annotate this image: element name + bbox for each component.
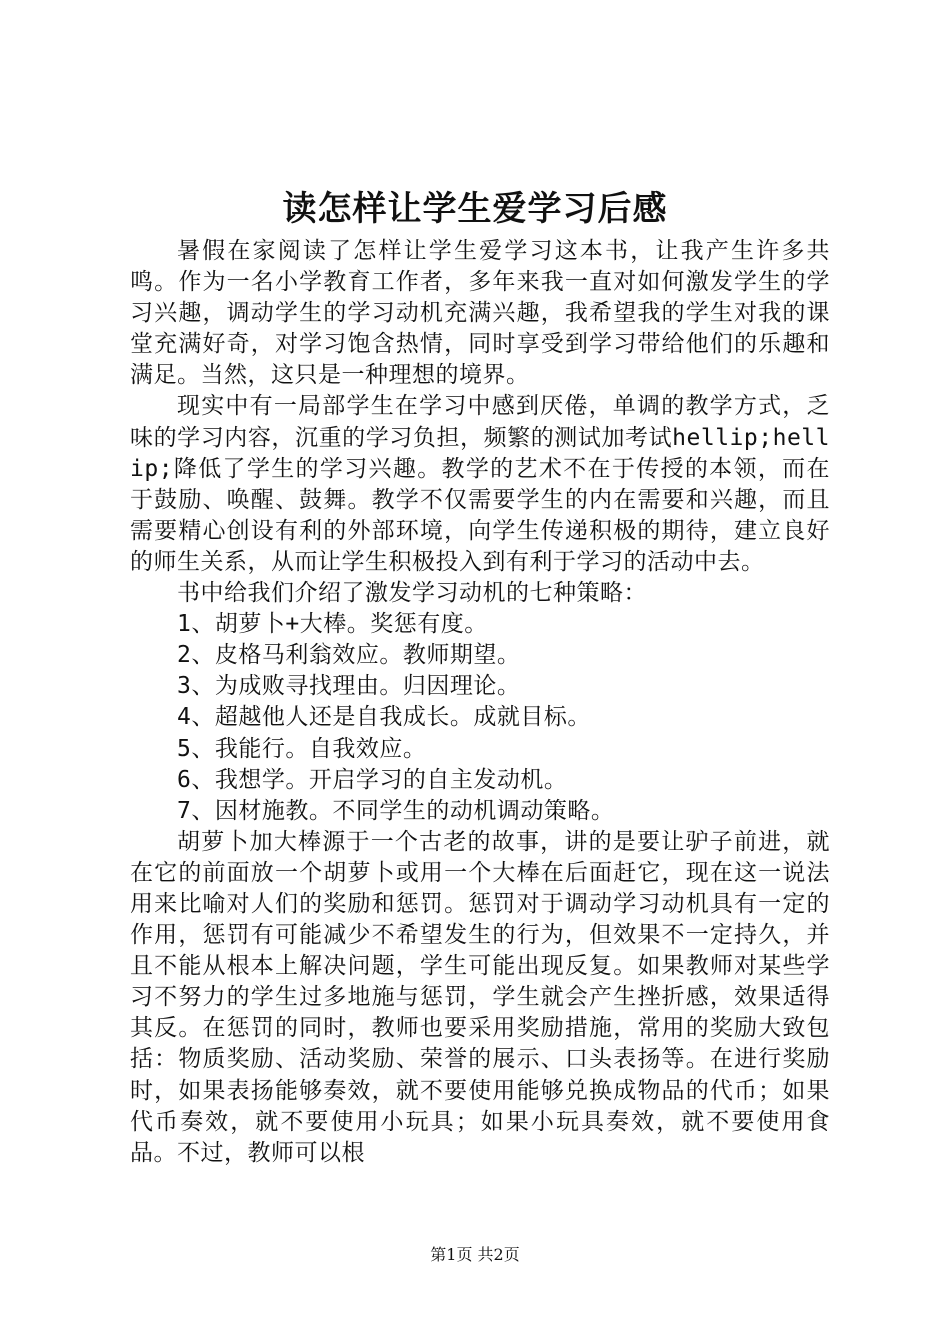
strategy-item-7: 7、因材施教。不同学生的动机调动策略。 <box>177 797 615 824</box>
page-number-footer: 第1页 共2页 <box>430 1245 520 1264</box>
document-title: 读怎样让学生爱学习后感 <box>282 189 668 229</box>
paragraph-reality: 现实中有一局部学生在学习中感到厌倦，单调的教学方式，乏味的学习内容，沉重的学习负担，频繁的测试加考试hellip;hellip;降低了学生的学习兴趣。教学的艺术不在于传授的本领，而在于鼓励、唤醒、鼓舞。教学不仅需要学生的内在需要和兴趣，而且需要精心创设有利的外部环境，向学生传递积极的期待，建立良好的师生关系，从而让学生积极投入到有利于学习的活动中去。 <box>130 393 830 575</box>
strategy-item-2: 2、皮格马利翁效应。教师期望。 <box>177 642 521 669</box>
paragraph-carrot-and-stick: 胡萝卜加大棒源于一个古老的故事，讲的是要让驴子前进，就在它的前面放一个胡萝卜或用一个大棒在后面赶它，现在这一说法用来比喻对人们的奖励和惩罚。惩罚对于调动学习动机具有一定的作用，惩罚有可能减少不希望发生的行为，但效果不一定持久，并且不能从根本上解决问题，学生可能出现反复。如果教师对某些学习不努力的学生过多地施与惩罚，学生就会产生挫折感，效果适得其反。在惩罚的同时，教师也要采用奖励措施，常用的奖励大致包括：物质奖励、活动奖励、荣誉的展示、口头表扬等。在进行奖励时，如果表扬能够奏效，就不要使用能够兑换成物品的代币；如果代币奏效，就不要使用小玩具；如果小玩具奏效，就不要使用食品。不过，教师可以根 <box>130 828 830 1166</box>
paragraph-intro: 暑假在家阅读了怎样让学生爱学习这本书，让我产生许多共鸣。作为一名小学教育工作者，多年来我一直对如何激发学生的学习兴趣，调动学生的学习动机充满兴趣，我希望我的学生对我的课堂充满好奇，对学习饱含热情，同时享受到学习带给他们的乐趣和满足。当然，这只是一种理想的境界。 <box>130 238 830 389</box>
strategy-item-6: 6、我想学。开启学习的自主发动机。 <box>177 766 568 793</box>
strategy-item-1: 1、胡萝卜+大棒。奖惩有度。 <box>177 611 488 638</box>
strategy-item-3: 3、为成败寻找理由。归因理论。 <box>177 673 521 700</box>
strategy-item-4: 4、超越他人还是自我成长。成就目标。 <box>177 704 591 731</box>
document-body <box>130 236 830 1169</box>
paragraph-strategies-intro: 书中给我们介绍了激发学习动机的七种策略： <box>177 580 647 607</box>
strategy-item-5: 5、我能行。自我效应。 <box>177 735 427 762</box>
